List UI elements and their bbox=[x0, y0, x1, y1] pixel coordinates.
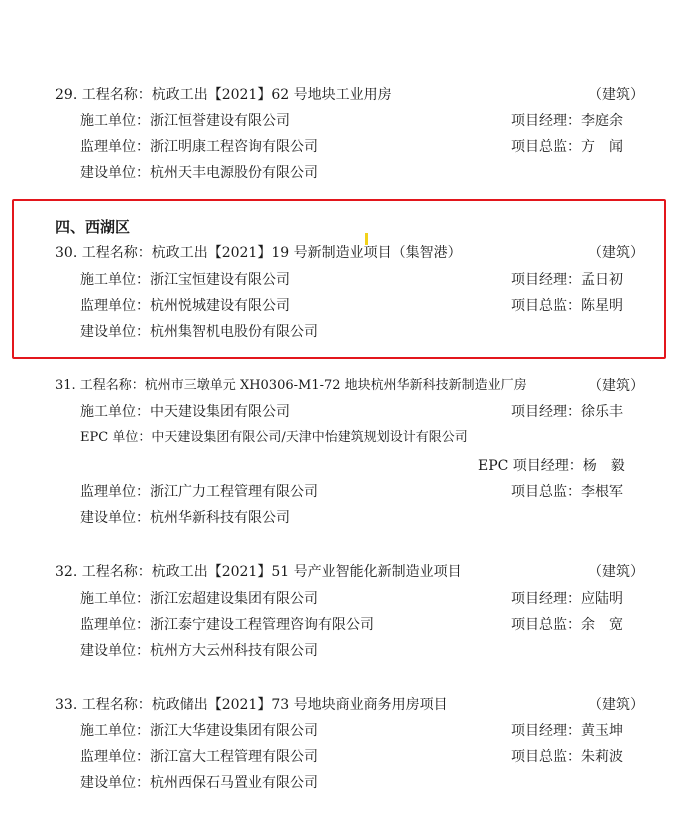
project-32-owner: 建设单位：杭州方大云州科技有限公司 bbox=[80, 643, 318, 659]
project-29-manager: 项目经理：李庭余 bbox=[511, 113, 623, 129]
project-29-director: 项目总监：方 闻 bbox=[511, 139, 623, 155]
project-30-category: （建筑） bbox=[588, 245, 644, 261]
project-31-epc: EPC 单位：中天建设集团有限公司/天津中怡建筑规划设计有限公司 bbox=[80, 430, 468, 445]
project-32-construction: 施工单位：浙江宏超建设集团有限公司 bbox=[80, 591, 318, 607]
project-33-construction: 施工单位：浙江大华建设集团有限公司 bbox=[80, 723, 318, 739]
project-33-title: 33. 工程名称：杭政储出【2021】73 号地块商业商务用房项目 bbox=[55, 697, 448, 713]
project-32-manager: 项目经理：应陆明 bbox=[511, 591, 623, 607]
project-30-director: 项目总监：陈星明 bbox=[511, 298, 623, 314]
project-31-category: （建筑） bbox=[588, 378, 644, 394]
project-32-category: （建筑） bbox=[588, 564, 644, 580]
project-31-owner: 建设单位：杭州华新科技有限公司 bbox=[80, 510, 290, 526]
project-29-owner: 建设单位：杭州天丰电源股份有限公司 bbox=[80, 165, 318, 181]
project-32-director: 项目总监：余 宽 bbox=[511, 617, 623, 633]
project-30-supervision: 监理单位：杭州悦城建设有限公司 bbox=[80, 298, 290, 314]
project-31-title: 31. 工程名称：杭州市三墩单元 XH0306-M1-72 地块杭州华新科技新制造业厂房 bbox=[55, 378, 527, 393]
project-29-supervision: 监理单位：浙江明康工程咨询有限公司 bbox=[80, 139, 318, 155]
project-33-director: 项目总监：朱莉波 bbox=[511, 749, 623, 765]
project-33-owner: 建设单位：杭州西保石马置业有限公司 bbox=[80, 775, 318, 791]
section-heading: 四、西湖区 bbox=[55, 218, 131, 236]
project-29-construction: 施工单位：浙江恒誉建设有限公司 bbox=[80, 113, 290, 129]
project-33-category: （建筑） bbox=[588, 697, 644, 713]
project-31-supervision: 监理单位：浙江广力工程管理有限公司 bbox=[80, 484, 318, 500]
project-33-manager: 项目经理：黄玉坤 bbox=[511, 723, 623, 739]
project-32-title: 32. 工程名称：杭政工出【2021】51 号产业智能化新制造业项目 bbox=[55, 564, 462, 580]
project-32-supervision: 监理单位：浙江泰宁建设工程管理咨询有限公司 bbox=[80, 617, 374, 633]
project-29-category: （建筑） bbox=[588, 87, 644, 103]
project-29-title: 29. 工程名称：杭政工出【2021】62 号地块工业用房 bbox=[55, 87, 392, 103]
project-30-construction: 施工单位：浙江宝恒建设有限公司 bbox=[80, 272, 290, 288]
project-30-title: 30. 工程名称：杭政工出【2021】19 号新制造业项目（集智港） bbox=[55, 245, 462, 261]
project-33-supervision: 监理单位：浙江富大工程管理有限公司 bbox=[80, 749, 318, 765]
project-31-epc-manager: EPC 项目经理：杨 毅 bbox=[478, 458, 625, 474]
project-30-owner: 建设单位：杭州集智机电股份有限公司 bbox=[80, 324, 318, 340]
project-30-manager: 项目经理：孟日初 bbox=[511, 272, 623, 288]
project-31-construction: 施工单位：中天建设集团有限公司 bbox=[80, 404, 290, 420]
project-31-manager: 项目经理：徐乐丰 bbox=[511, 404, 623, 420]
project-31-director: 项目总监：李根军 bbox=[511, 484, 623, 500]
